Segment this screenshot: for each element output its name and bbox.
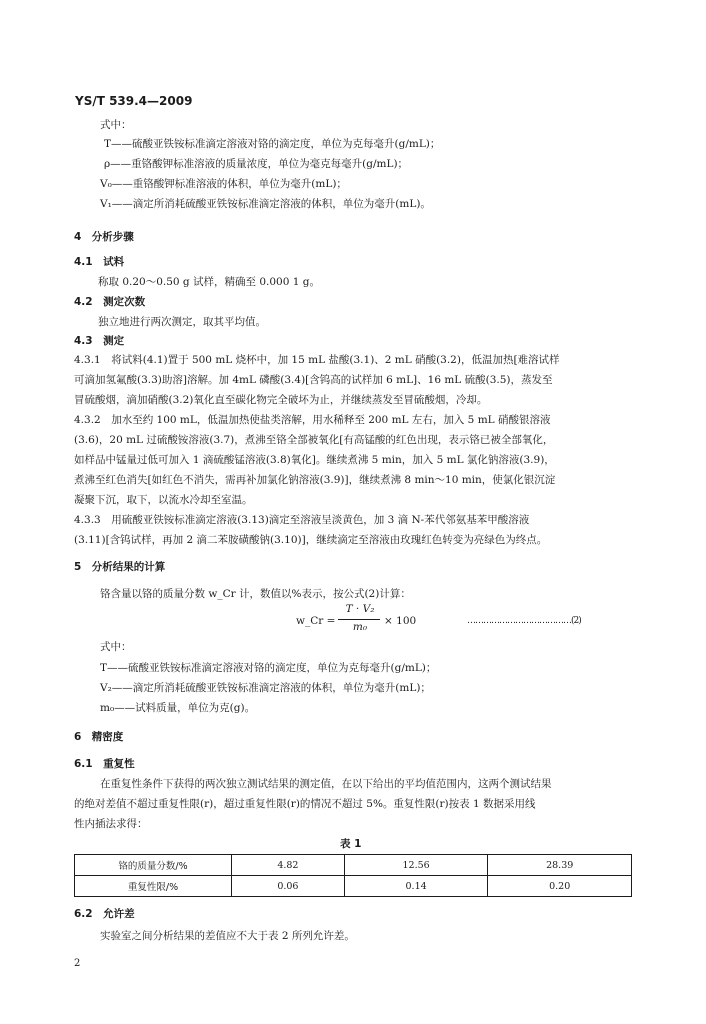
formula-multiplier: × 100 xyxy=(384,615,417,627)
paragraph: 独立地进行两次测定，取其平均值。 xyxy=(98,316,266,328)
paragraph: 铬含量以铬的质量分数 w_Cr 计，数值以%表示，按公式(2)计算： xyxy=(100,588,411,600)
symbol-definition: T——硫酸亚铁铵标准滴定溶液对铬的滴定度，单位为克每毫升(g/mL)； xyxy=(104,138,441,150)
table-row xyxy=(75,876,632,897)
symbols-intro: 式中： xyxy=(100,119,132,131)
subsection-heading: 4.3 测定 xyxy=(74,335,125,347)
paragraph-line: 在重复性条件下获得的两次独立测试结果的测定值，在以下给出的平均值范围内，这两个测试结果 xyxy=(100,778,552,790)
symbol-definition: V₂——滴定所消耗硫酸亚铁铵标准滴定溶液的体积，单位为毫升(mL)； xyxy=(100,682,431,694)
subsection-heading: 6.2 允许差 xyxy=(74,908,135,920)
table-caption: 表 1 xyxy=(340,838,362,850)
symbol-definition: V₀——重铬酸钾标准溶液的体积，单位为毫升(mL)； xyxy=(100,178,347,190)
table-cell: 28.39 xyxy=(488,855,632,876)
paragraph-line: 性内插法求得： xyxy=(74,818,148,830)
formula-numerator: T · V₂ xyxy=(345,603,375,615)
subsection-heading: 4.1 试料 xyxy=(74,256,125,268)
paragraph-line: 4.3.1 将试料(4.1)置于 500 mL 烧杯中，加 15 mL 盐酸(3.1)、2 mL 硝酸(3.2)，低温加热[难溶试样 xyxy=(74,354,560,366)
section-heading: 5 分析结果的计算 xyxy=(74,561,166,573)
paragraph-line: 煮沸至红色消失[如红色不消失，需再补加氯化钠溶液(3.9)]，继续煮沸 8 min～10 min，使氯化银沉淀 xyxy=(74,474,556,486)
paragraph-line: 凝聚下沉，取下，以流水冷却至室温。 xyxy=(74,494,253,506)
page-number: 2 xyxy=(74,958,81,969)
paragraph-line: 可滴加氢氟酸(3.3)助溶]溶解。加 4mL 磷酸(3.4)[含钨高的试样加 6 mL]、16 mL 硫酸(3.5)，蒸发至 xyxy=(74,374,553,386)
subsection-heading: 6.1 重复性 xyxy=(74,758,135,770)
table-cell: 0.14 xyxy=(344,876,488,897)
section-heading: 6 精密度 xyxy=(74,731,124,743)
paragraph-line: (3.11)[含钨试样，再加 2 滴二苯胺磺酸钠(3.10)]，继续滴定至溶液由玫瑰红色转变为亮绿色为终点。 xyxy=(74,534,548,546)
symbols-intro: 式中： xyxy=(100,641,132,653)
paragraph-line: 的绝对差值不超过重复性限(r)，超过重复性限(r)的情况不超过 5%。重复性限(r)按表 1 数据采用线 xyxy=(74,798,536,810)
table-cell: 12.56 xyxy=(344,855,488,876)
row-header: 铬的质量分数/% xyxy=(75,855,232,876)
paragraph-line: 4.3.3 用硫酸亚铁铵标准滴定溶液(3.13)滴定至溶液呈淡黄色，加 3 滴 N-苯代邻氨基苯甲酸溶液 xyxy=(74,514,530,526)
symbol-definition: T——硫酸亚铁铵标准滴定溶液对铬的滴定度，单位为克每毫升(g/mL)； xyxy=(100,662,437,674)
table-1 xyxy=(74,854,632,897)
symbol-definition: ρ——重铬酸钾标准溶液的质量浓度，单位为毫克每毫升(g/mL)； xyxy=(104,158,409,170)
paragraph: 称取 0.20～0.50 g 试样，精确至 0.000 1 g。 xyxy=(98,276,320,288)
section-heading: 4 分析步骤 xyxy=(74,231,134,243)
table-cell: 4.82 xyxy=(232,855,345,876)
formula-denominator: m₀ xyxy=(352,621,368,633)
table-row xyxy=(75,855,632,876)
subsection-heading: 4.2 测定次数 xyxy=(74,296,146,308)
table-cell: 0.20 xyxy=(488,876,632,897)
formula-number: …………………………………(2) xyxy=(467,616,581,626)
table-cell: 0.06 xyxy=(232,876,345,897)
paragraph: 实验室之间分析结果的差值应不大于表 2 所列允许差。 xyxy=(100,930,355,942)
paragraph-line: (3.6)，20 mL 过硫酸铵溶液(3.7)，煮沸至铬全部被氧化[有高锰酸的红色出现，表示铬已被全部氧化， xyxy=(74,434,554,446)
symbol-definition: V₁——滴定所消耗硫酸亚铁铵标准滴定溶液的体积，单位为毫升(mL)。 xyxy=(100,198,431,210)
symbol-definition: m₀——试料质量，单位为克(g)。 xyxy=(100,702,256,714)
fraction-bar xyxy=(338,619,380,620)
standard-number: YS/T 539.4—2009 xyxy=(75,94,193,108)
formula-lhs: w_Cr = xyxy=(296,615,336,627)
paragraph-line: 冒硫酸烟，滴加硝酸(3.2)氧化直至碳化物完全破坏为止，并继续蒸发至冒硫酸烟，冷却。 xyxy=(74,394,488,406)
paragraph-line: 4.3.2 加水至约 100 mL，低温加热使盐类溶解，用水稀释至 200 mL 左右，加入 5 mL 硝酸银溶液 xyxy=(74,414,551,426)
paragraph-line: 如样品中锰量过低可加入 1 滴硫酸锰溶液(3.8)氧化]。继续煮沸 5 min，加入 5 mL 氯化钠溶液(3.9)， xyxy=(74,454,555,466)
row-header: 重复性限/% xyxy=(75,876,232,897)
